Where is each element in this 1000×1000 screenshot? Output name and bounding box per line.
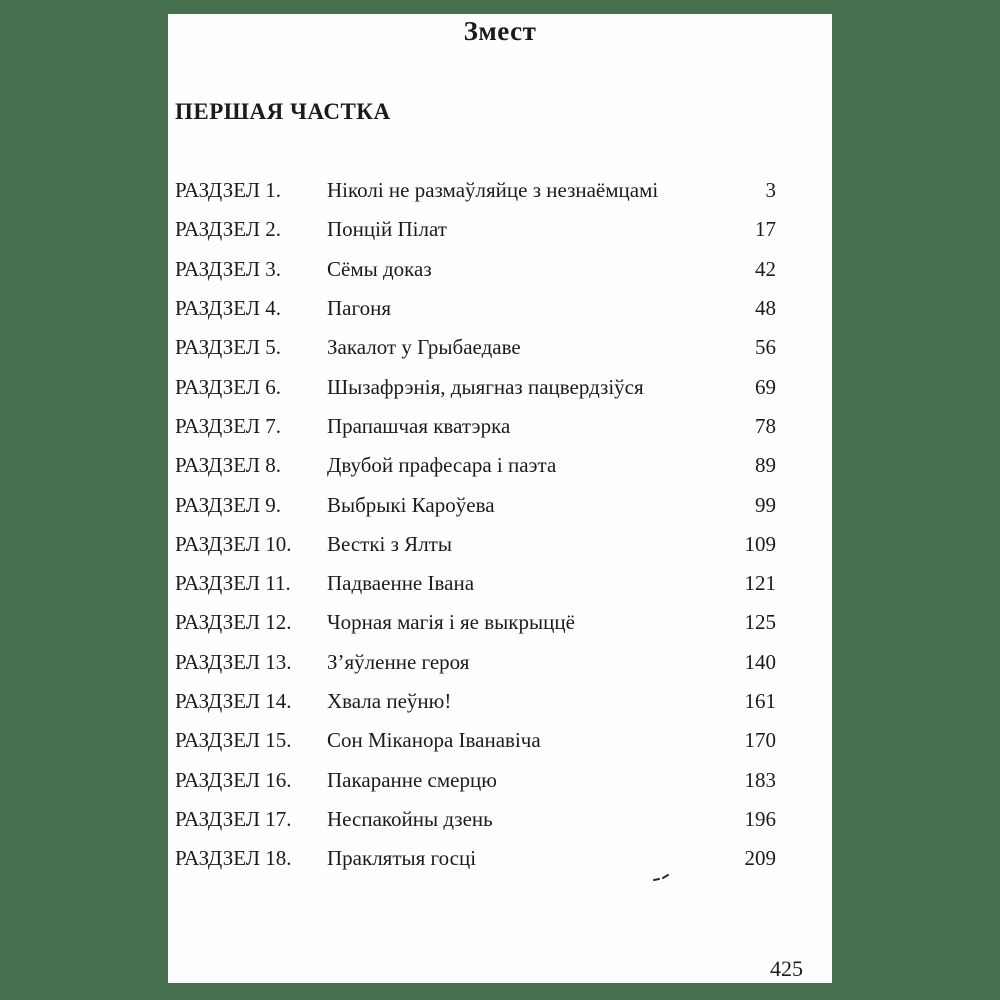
chapter-page-number: 125 (744, 610, 776, 635)
chapter-page-number: 42 (755, 256, 776, 281)
chapter-page-number: 121 (744, 571, 776, 596)
chapter-label: РАЗДЗЕЛ 3. (175, 256, 282, 281)
chapter-page-number: 89 (755, 453, 776, 478)
chapter-title: Весткі з Ялты (327, 531, 452, 556)
toc-row (175, 210, 776, 249)
chapter-label: РАЗДЗЕЛ 13. (175, 649, 292, 674)
toc-row (175, 603, 776, 642)
toc-row (175, 485, 776, 524)
chapter-label: РАЗДЗЕЛ 18. (175, 846, 292, 871)
chapter-label: РАЗДЗЕЛ 5. (175, 335, 282, 360)
chapter-page-number: 196 (744, 806, 776, 831)
chapter-label: РАЗДЗЕЛ 6. (175, 374, 282, 399)
toc-row (175, 289, 776, 328)
chapter-title: З’яўленне героя (327, 649, 470, 674)
chapter-title: Падваенне Івана (327, 571, 475, 596)
chapter-page-number: 56 (755, 335, 776, 360)
scan-page-number: 425 (770, 956, 803, 981)
chapter-page-number: 140 (744, 649, 776, 674)
chapter-page-number: 48 (755, 296, 776, 321)
chapter-label: РАЗДЗЕЛ 7. (175, 413, 282, 438)
chapter-page-number: 69 (755, 374, 776, 399)
toc-row (175, 328, 776, 367)
toc-row (175, 760, 776, 799)
toc-row (175, 367, 776, 406)
chapter-title: Понцій Пілат (327, 217, 447, 242)
chapter-page-number: 109 (744, 531, 776, 556)
chapter-label: РАЗДЗЕЛ 14. (175, 689, 292, 713)
toc-row (175, 800, 776, 839)
chapter-label: РАЗДЗЕЛ 16. (175, 767, 292, 792)
chapter-page-number: 183 (744, 767, 776, 792)
chapter-page-number: 170 (744, 728, 776, 753)
toc-row (175, 407, 776, 446)
chapter-label: РАЗДЗЕЛ 15. (175, 728, 292, 753)
chapter-label: РАЗДЗЕЛ 11. (175, 571, 291, 596)
chapter-label: РАЗДЗЕЛ 1. (175, 178, 282, 203)
chapter-title: Прапашчая кватэрка (327, 413, 511, 438)
chapter-label: РАЗДЗЕЛ 10. (175, 531, 292, 556)
toc-row (175, 721, 776, 760)
chapter-label: РАЗДЗЕЛ 2. (175, 217, 282, 242)
chapter-label: РАЗДЗЕЛ 9. (175, 492, 282, 517)
book-page (168, 14, 832, 983)
chapter-page-number: 17 (755, 217, 776, 242)
page-title: Змест (463, 16, 537, 46)
chapter-label: РАЗДЗЕЛ 8. (175, 453, 282, 478)
toc-row (175, 564, 776, 603)
chapter-title: Сёмы доказ (327, 256, 432, 281)
chapter-title: Сон Міканора Іванавіча (327, 728, 541, 753)
ink-smudge-mark (653, 872, 671, 884)
section-heading: ПЕРШАЯ ЧАСТКА (175, 99, 391, 124)
chapter-label: РАЗДЗЕЛ 17. (175, 806, 292, 831)
toc-row (175, 446, 776, 485)
chapter-page-number: 209 (744, 846, 776, 871)
chapter-title: Двубой прафесара і паэта (327, 453, 557, 478)
toc-row (175, 682, 776, 721)
toc-row (175, 171, 776, 210)
chapter-title: Ніколі не размаўляйце з незнаёмцамі (327, 178, 659, 203)
chapter-label: РАЗДЗЕЛ 12. (175, 610, 292, 635)
chapter-label: РАЗДЗЕЛ 4. (175, 296, 282, 321)
chapter-page-number: 78 (755, 413, 776, 438)
toc-row (175, 839, 776, 878)
chapter-title: Пакаранне смерцю (327, 767, 497, 792)
chapter-title: Неспакойны дзень (327, 806, 493, 831)
chapter-page-number: 99 (755, 492, 776, 517)
chapter-title: Шызафрэнія, дыягназ пацвердзіўся (327, 374, 644, 399)
chapter-title: Чорная магія і яе выкрыццё (327, 610, 575, 635)
table-of-contents (175, 171, 776, 878)
chapter-title: Праклятыя госці (327, 846, 477, 871)
chapter-title: Закалот у Грыбаедаве (327, 335, 521, 360)
chapter-page-number: 3 (765, 178, 776, 203)
toc-row (175, 250, 776, 289)
chapter-title: Хвала пеўню! (327, 689, 452, 713)
chapter-page-number: 161 (744, 689, 776, 713)
chapter-title: Пагоня (327, 296, 391, 321)
toc-row (175, 525, 776, 564)
chapter-title: Выбрыкі Кароўева (327, 492, 495, 517)
toc-row (175, 643, 776, 682)
